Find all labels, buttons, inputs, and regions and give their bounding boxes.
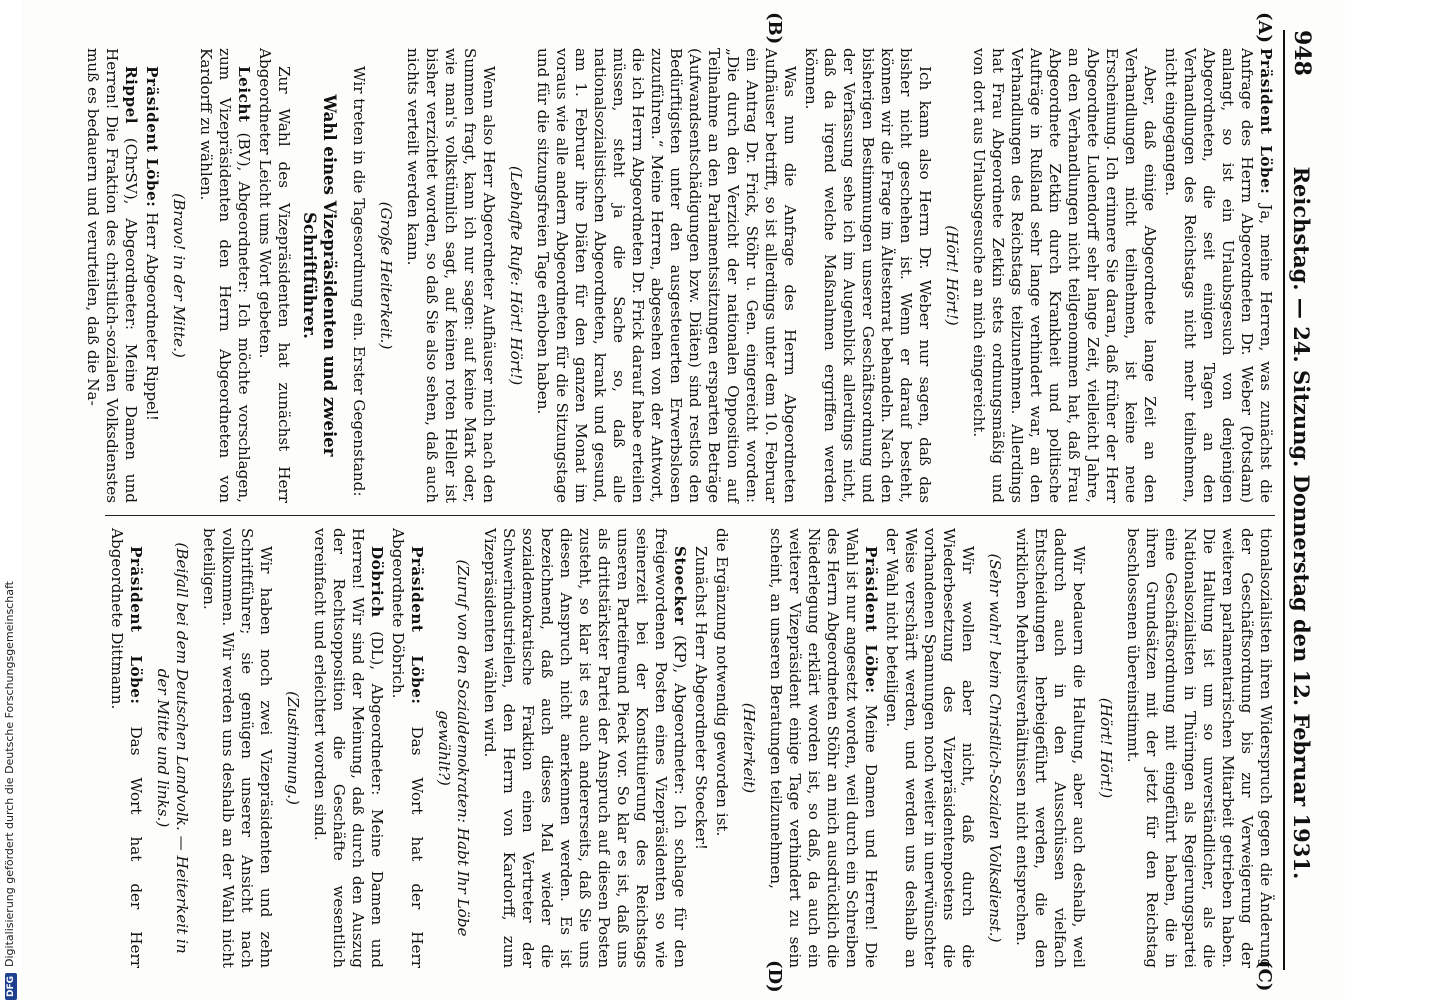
page-header (1283, 30, 1327, 970)
paragraph: Zunächst Herr Abgeordneter Stoecker! (692, 546, 710, 850)
paragraph: Wir bedauern die Haltung, aber auch deshalb, weil dadurch auch in den Ausschüssen vielfach Entscheidungen herbeigeführt werden, die den wirklichen Mehrheitsverhältnissen nicht entsprechen. (1013, 528, 1088, 968)
footer-strip (0, 0, 22, 1000)
interjection: (Lebhafte Rufe: Hört! Hört!) (507, 165, 525, 386)
paragraph: Stoecker (KP), Abgeordneter: Ich schlage für den freigewordenen Posten eines Vizepräsidenten so wie seinerzeit bei der Konstituierung des Reichstags unseren Parteifreund Pieck vor. So klar es ist, daß uns als drittstärkster Partei der Anspruch auf diesen Posten zusteht, so klar ist es auch andererseits, daß Sie uns diesen Anspruch nicht anerkennen werden. Es ist bezeichnend, daß auch dieses Mal wieder die sozialdemokratische Fraktion einen Vertreter der Schwerindustriellen, den Herrn von Kardorff, zum Vizepräsidenten wählen wird. (481, 528, 689, 969)
interjection: (Hört! Hört!) (1097, 697, 1115, 799)
dfg-logo: DFG (5, 973, 17, 1000)
paragraph: Präsident Löbe: Das Wort hat der Herr Abgeordnete Döbrich. (389, 528, 426, 968)
paragraph: Wir wollen aber nicht, daß durch die Wiederbesetzung des Vizepräsidentenpostens die vorhandenen Spannungen noch weiter in unerwünschter Weise verschärft werden, und werden uns deshalb an der Wahl nicht beteiligen. (883, 528, 977, 968)
paragraph: tionalsozialisten ihren Widerspruch gegen die Änderung der Geschäftsordnung bis zur Verweigerung der weiteren parlamentarischen Mitarbeit getrieben haben. Die Haltung ist um so unverständlicher, als die Nationalsozialisten in Thüringen als Regierungspartei eine Geschäftsordnung mit eingeführt haben, die in ihren Grundsätzen mit der jetzt für den Reichstag beschlossenen übereinstimmt. (1124, 528, 1275, 968)
margin-marker-b: (B) (764, 12, 785, 45)
margin-marker-c: (C) (1254, 960, 1275, 992)
funding-notice (3, 10, 19, 1000)
scanned-page (15, 0, 1345, 1000)
header-title: Reichstag. — 24. Sitzung. Donnerstag den 12. Februar 1931. (1289, 166, 1314, 880)
paragraph: Rippel (ChrSV), Abgeordneter: Meine Damen und Herren! Die Fraktion des christlich-sozialen Volksdienstes muß es bedauern und verurteilen, daß die Na- (84, 48, 140, 504)
paragraph: Präsident Löbe: Das Wort hat der Herr Abgeordnete Dittmann. (108, 528, 145, 968)
paragraph: Aber, daß einige Abgeordnete lange Zeit an den Verhandlungen nicht teilnehmen, ist keine neue Erscheinung. Ich erinnere Sie daran, daß früher der Herr Abgeordnete Ludendorff sehr lange Zeit, vielleicht Jahre, an den Verhandlungen nicht teilgenommen hat, daß Frau Abgeordnete Zetkin durch Krankheit und politische Aufträge in Rußland sehr lange verhindert war, an den Verhandlungen des Reichstags teilzunehmen. Allerdings hat Frau Abgeordnete Zetkin stets ordnungsmäßig und von dort aus Urlaubsgesuche an mich eingereicht. (970, 48, 1159, 503)
interjection: (Zuruf von den Sozialdemokraten: Habt Ihr Löbe gewählt?) (435, 559, 472, 937)
paragraph: Ich kann also Herrn Dr. Weber nur sagen, daß das bisher nicht geschehen ist. Wenn er darauf besteht, können wir die Frage im Ältestenrat behandeln. Nach den bisherigen Bestimmungen unserer Geschäftsordnung und der Verfassung sehe ich im Augenblick allerdings nicht, daß da irgend welche Maßnahmen ergriffen werden können. (802, 48, 934, 503)
page-number: 948 (1289, 30, 1315, 76)
margin-marker-a: (A) (1254, 12, 1275, 43)
interjection: (Zustimmung.) (284, 691, 302, 805)
paragraph: Wenn also Herr Abgeordneter Aufhäuser mich nach den Summen fragt, kann ich nur sagen: auf keine Mark oder, wie man's volkstümlich sagt, auf keinen roten Heller ist bisher verzichtet worden, so daß Sie also sehen, daß auch nichts verteilt werden kann. (404, 48, 498, 503)
interjection: (Bravo! in der Mitte.) (170, 193, 188, 358)
interjection: (Beifall bei dem Deutschen Landvolk. — Heiterkeit in der Mitte und links.) (154, 542, 191, 954)
paragraph: Wir treten in die Tagesordnung ein. Erster Gegenstand: (350, 66, 368, 497)
right-column (105, 515, 1275, 968)
paragraph: Präsident Löbe: Meine Damen und Herren! Die Wahl ist nur angesetzt worden, weil durch ein Schreiben des Herrn Abgeordneten Stöhr an mich ausdrücklich die Niederlegung erklärt worden ist, so daß, da auch ein weiterer Vizepräsident einige Tage verhindert zu sein scheint, an unseren Beratungen teilzunehmen, (767, 528, 880, 968)
paragraph: Zur Wahl des Vizepräsidenten hat zunächst Herr Abgeordneter Leicht ums Wort gebeten. (256, 48, 293, 503)
paragraph: Leicht (BV), Abgeordneter: Ich möchte vorschlagen, zum Vizepräsidenten den Herrn Abgeordneten von Kardorff zu wählen. (197, 48, 253, 504)
section-heading: Wahl eines Vizepräsidenten und zweier Schriftführer. (300, 94, 339, 457)
interjection: (Große Heiterkeit.) (377, 201, 395, 350)
paragraph: Was nun die Anfrage des Herrn Abgeordneten Aufhäuser betrifft, so ist allerdings unter dem 10. Februar ein Antrag Dr. Frick, Stöhr u. Gen. eingereicht worden: „Die durch den Verzicht der nationalen Opposition auf Teilnahme an den Parlamentssitzungen ersparten Beträge (Aufwandsentschädigungen bzw. Diäten) sind restlos den Bedürftigsten unter den ausgesteuerten Erwerbslosen zuzuführen.“ Meine Herren, abgesehen von der Antwort, die ich Herrn Abgeordneten Dr. Frick darauf habe erteilen müssen, steht ja die Sache so, daß alle nationalsozialistischen Abgeordneten, krank und gesund, am 1. Februar ihre Diäten für den ganzen Monat im voraus wie alle andern Abgeordneten für die Sitzungstage und für die sitzungsfreien Tage erhoben haben. (534, 48, 799, 503)
interjection: (Sehr wahr! beim Christlich-Sozialen Volksdienst.) (986, 553, 1004, 943)
interjection: (Hört! Hört!) (943, 225, 961, 326)
paragraph: Wir haben noch zwei Vizepräsidenten und zehn Schriftführer; sie genügen unserer Ansicht nach vollkommen. Wir werden uns deshalb an der Wahl nicht beteiligen. (200, 528, 275, 968)
funding-text: Digitalisierung gefördert durch die Deutsche Forschungsgemeinschaft (3, 581, 16, 967)
paragraph: Präsident Löbe: Ja, meine Herren, was zunächst die Anfrage des Herrn Abgeordneten Dr. Weber (Potsdam) anlangt, so ist ein Urlaubsgesuch von denjenigen Abgeordneten, die seit einigen Tagen an den Verhandlungen des Reichstags nicht mehr teilnehmen, nicht eingegangen. (1162, 48, 1275, 503)
paragraph: Präsident Löbe: Herr Abgeordneter Rippel! (143, 66, 161, 421)
interjection: (Heiterkeit) (740, 702, 758, 794)
paragraph: die Ergänzung notwendig geworden ist. (713, 528, 731, 837)
margin-marker-d: (D) (764, 960, 785, 993)
left-column (81, 48, 1275, 503)
paragraph: Döbrich (DL), Abgeordneter: Meine Damen und Herren! Wir sind der Meinung, daß durch den Auszug der Rechtsopposition die Geschäfte wesentlich vereinfacht und erleichtert worden sind. (311, 528, 386, 968)
